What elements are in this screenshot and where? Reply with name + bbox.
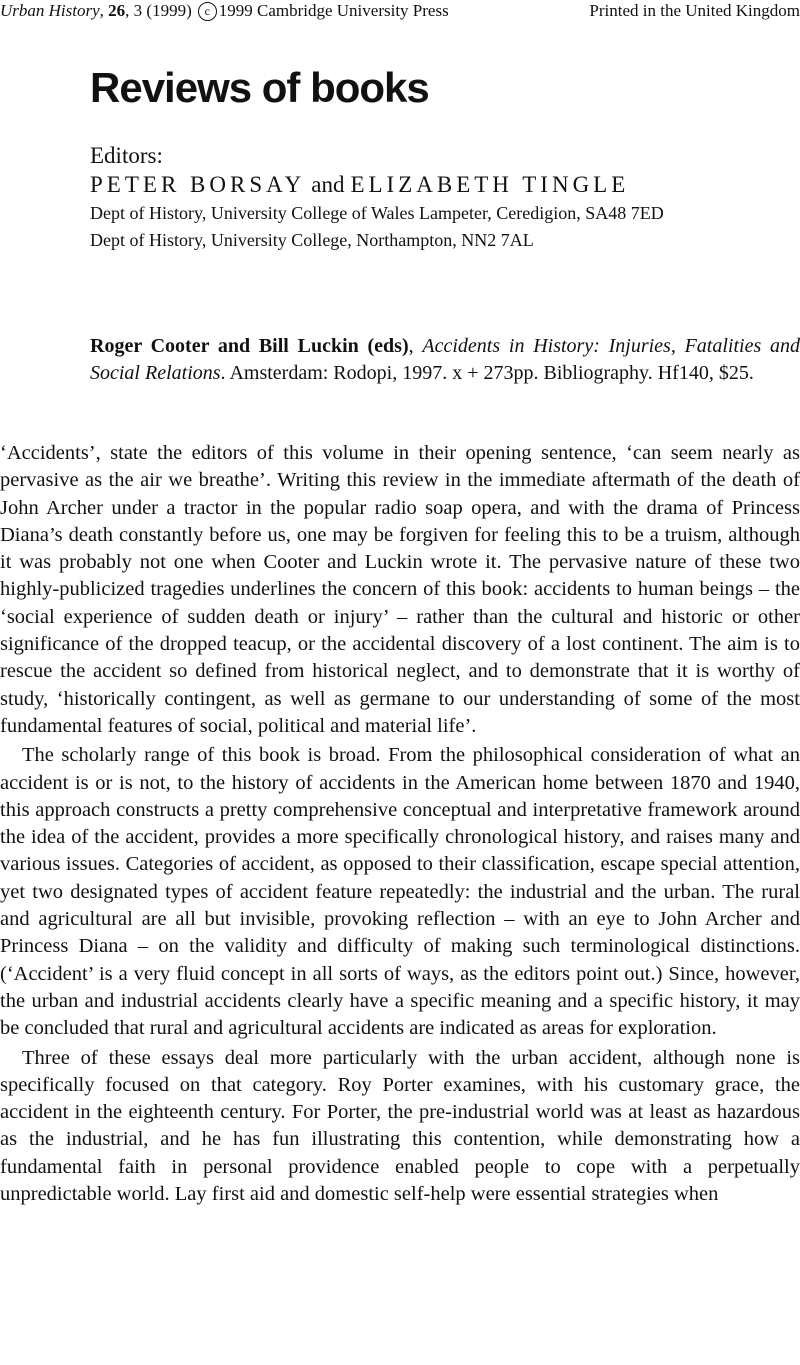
editors-and: and (311, 172, 345, 197)
review-separator: , (408, 335, 423, 357)
editors-label: Editors: (90, 143, 163, 168)
copyright-icon: c (198, 2, 217, 21)
editors-names (90, 170, 790, 200)
section-title: Reviews of books (90, 64, 429, 111)
journal-name: Urban History (0, 1, 100, 20)
review-body (0, 440, 800, 1210)
editors-block (90, 142, 790, 254)
copyright-text: 1999 Cambridge University Press (218, 1, 449, 20)
running-header (0, 0, 800, 22)
editor-affiliation-2: Dept of History, University College, Northampton, NN2 7AL (90, 230, 534, 250)
paragraph: ‘Accidents’, state the editors of this volume in their opening sentence, ‘can seem nearly as pervasive as the air we breathe’. Writing this review in the immediate aftermath of the death of John Archer under a tractor in the popular radio soap opera, and with the drama of Princess Diana’s death constantly before us, one may be forgiven for feeling this to be a truism, although it was probably not one when Cooter and Luckin wrote it. The pervasive nature of these two highly-publicized tragedies underlines the concern of this book: accidents to human beings – the ‘social experience of sudden death or injury’ – rather than the cultural and historic or other significance of the dropped teacup, or the accidental discovery of a lost continent. The aim is to rescue the accident so defined from historical neglect, and to demonstrate that it is worthy of study, ‘historically contingent, as well as germane to our understanding of some of the most fundamental features of social, political and material life’. (0, 442, 800, 737)
review-authors: Roger Cooter and Bill Luckin (eds) (90, 335, 409, 357)
paragraph: The scholarly range of this book is broad. From the philosophical consideration of what an accident is or is not, to the history of accidents in the American home between 1870 and 1940, this approach constructs a pretty comprehensive conceptual and interpretative framework around the idea of the accident, provides a more specifically chronological history, and raises many and various issues. Categories of accident, as opposed to their classification, escape special attention, yet two designated types of accident feature repeatedly: the industrial and the urban. The rural and agricultural are all but invisible, provoking reflection – with an eye to John Archer and Princess Diana – on the validity and difficulty of making such terminological distinctions. (‘Accident’ is a very fluid concept in all sorts of ways, as the editors point out.) Since, however, the urban and industrial accidents clearly have a specific meaning and a specific history, it may be concluded that rural and agricultural accidents are indicated as areas for exploration. (0, 744, 800, 1040)
journal-citation: Urban History, 26, 3 (1999) c 1999 Cambridge University Press (0, 1, 449, 20)
paragraph: Three of these essays deal more particularly with the urban accident, although none is specifically focused on that category. Roy Porter examines, with his customary grace, the accident in the eighteenth century. For Porter, the pre-industrial world was at least as hazardous as the industrial, and he has fun illustrating this contention, while demonstrating how a fundamental faith in personal providence enabled people to cope with a perpetually unpredictable world. Lay first aid and domestic self-help were essential strategies when (0, 1046, 800, 1206)
journal-volume: 26 (108, 1, 126, 20)
review-heading (90, 333, 800, 387)
journal-issue-year: , 3 (1999) (125, 1, 192, 20)
printed-note: Printed in the United Kingdom (589, 1, 800, 20)
editor-name-1: PETER BORSAY (90, 172, 306, 197)
review-publication: . Amsterdam: Rodopi, 1997. x + 273pp. Bibliography. Hf140, $25. (220, 362, 754, 384)
review-book-title: Accidents in History: Injuries, Fatalities and Social Relations (90, 335, 800, 384)
editor-affiliation-1: Dept of History, University College of Wales Lampeter, Ceredigion, SA48 7ED (90, 203, 664, 223)
editor-name-2: ELIZABETH TINGLE (350, 172, 630, 197)
